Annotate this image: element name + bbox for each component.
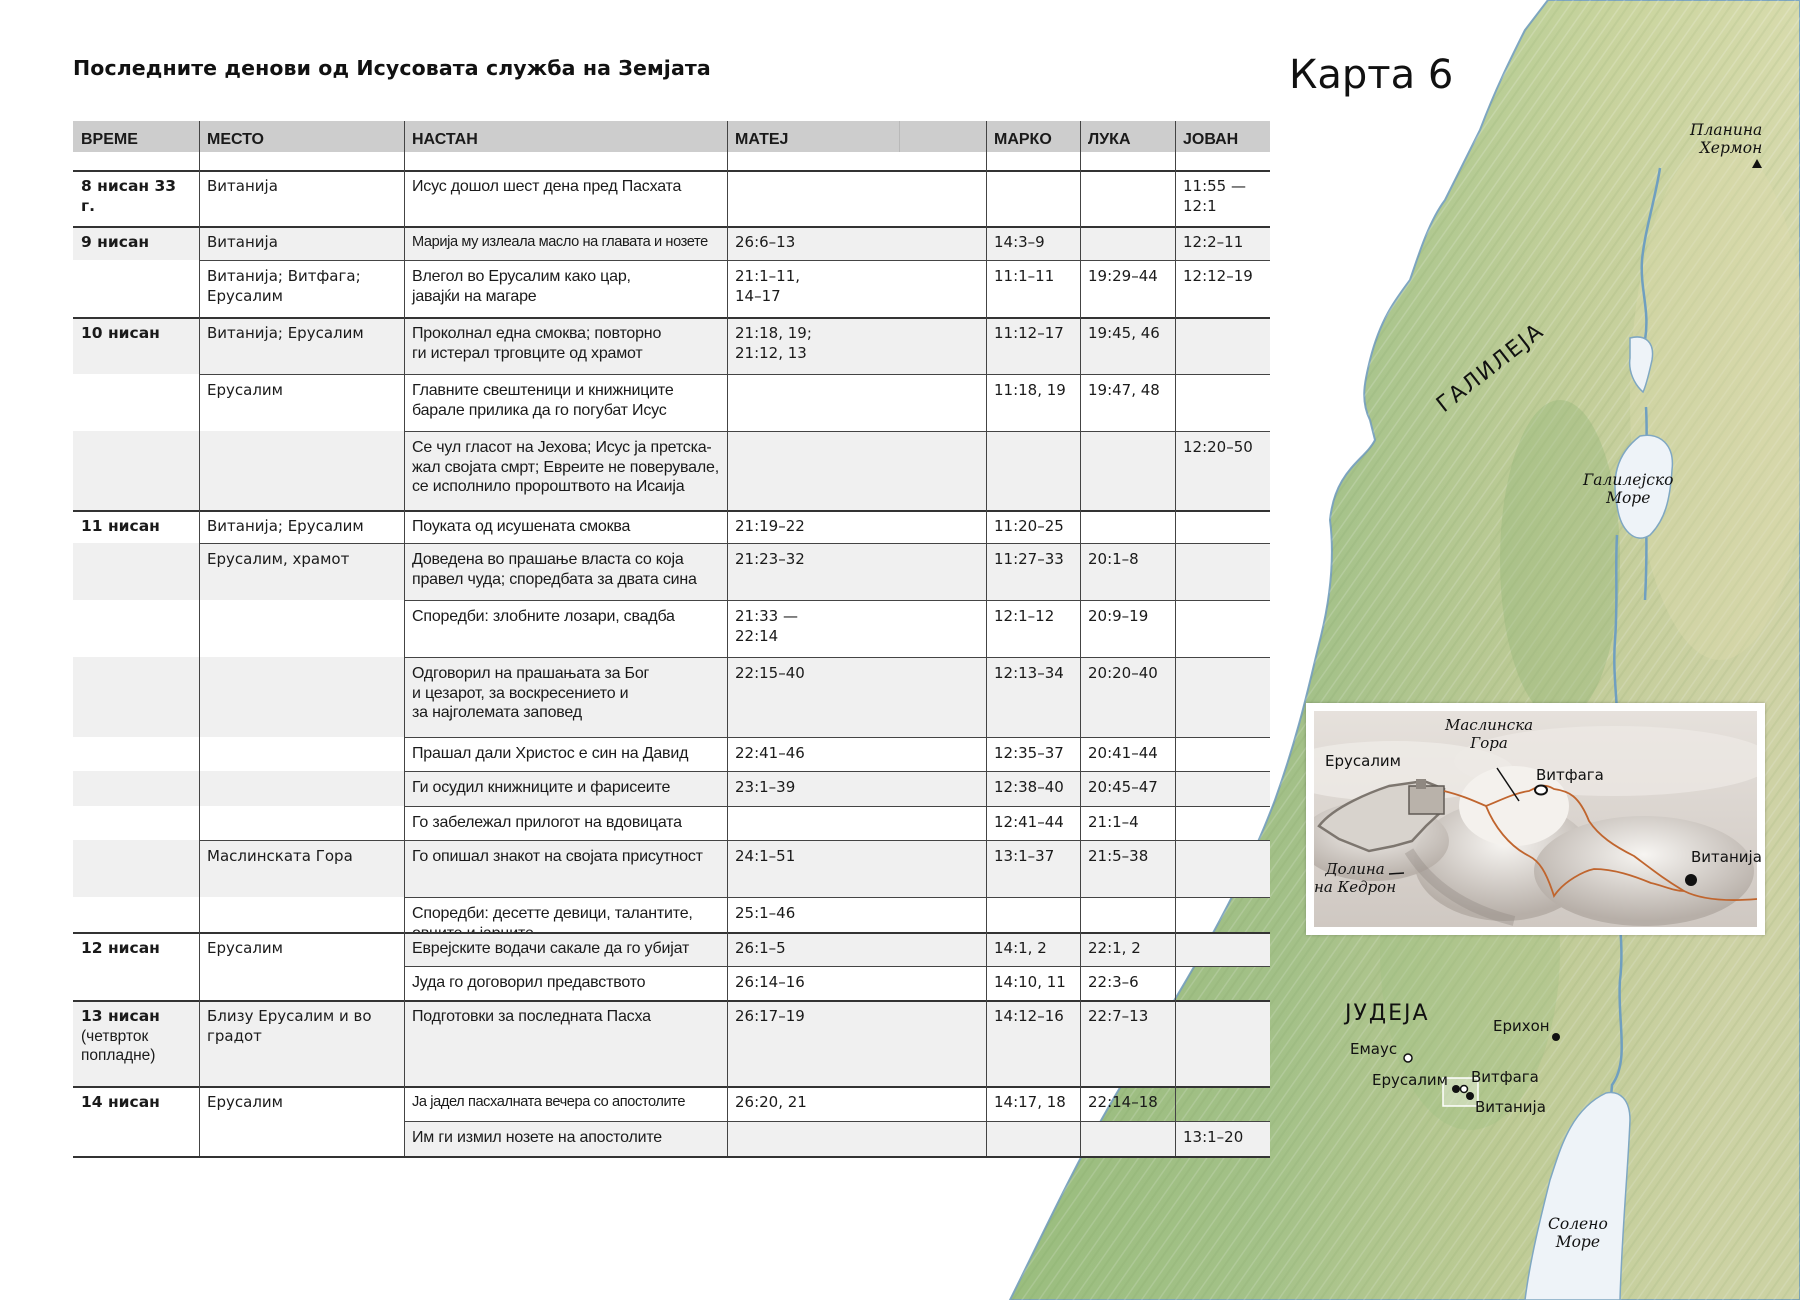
mark-cell: 12:35–37 — [994, 744, 1064, 762]
table-rule — [404, 657, 1270, 658]
place-cell: Ерусалим — [207, 1093, 283, 1111]
event-cell: Прашал дали Христос е син на Давид — [412, 745, 689, 762]
luke-cell: 22:14–18 — [1088, 1093, 1158, 1111]
place-cell — [199, 657, 404, 737]
matthew-cell: 26:1–5 — [735, 939, 786, 957]
bethany-marker — [1466, 1092, 1474, 1100]
time-label: 13 нисан — [81, 1007, 160, 1025]
table-row — [73, 431, 1270, 510]
mark-cell — [986, 431, 1080, 510]
time-cell — [73, 510, 199, 543]
time-label: 8 нисан 33 г. — [81, 177, 177, 215]
table-row — [73, 1121, 1270, 1156]
table-row — [73, 932, 1270, 966]
luke-cell — [1080, 1121, 1175, 1156]
table-row — [73, 966, 1270, 1000]
john-cell — [1175, 374, 1270, 431]
matthew-cell — [727, 806, 986, 840]
time-note: (четврток попладне) — [81, 1027, 156, 1064]
bethphage-marker — [1461, 1086, 1468, 1093]
time-cell — [73, 657, 199, 737]
luke-cell: 19:29–44 — [1088, 267, 1158, 285]
table-rule — [404, 431, 1270, 432]
event-cell: Споредби: злобните лозари, свадба — [412, 608, 675, 625]
event-cell: Го опишал знакот на својата присутност — [404, 840, 727, 897]
place-cell: Витанија; Витфага; Ерусалим — [207, 267, 361, 305]
column-rule — [727, 121, 728, 1156]
john-cell: 12:12–19 — [1183, 267, 1253, 285]
table-row — [73, 771, 1270, 806]
table-rule — [404, 806, 1270, 807]
table-rule — [404, 600, 1270, 601]
time-label: 9 нисан — [81, 233, 150, 251]
luke-cell: 22:3–6 — [1088, 973, 1139, 991]
place-cell: Ерусалим, храмот — [199, 543, 404, 600]
table-row — [73, 600, 1270, 657]
time-cell — [73, 932, 199, 966]
table-rule — [199, 840, 1270, 841]
time-cell — [73, 771, 199, 806]
time-cell — [73, 260, 199, 317]
luke-cell: 19:45, 46 — [1080, 317, 1175, 374]
john-cell — [1175, 543, 1270, 600]
header-john: ЈОВАН — [1183, 131, 1239, 148]
column-rule — [986, 121, 987, 1156]
column-rule — [404, 121, 405, 1156]
table-row — [73, 737, 1270, 771]
time-label: 14 нисан — [81, 1093, 160, 1111]
event-cell: Исус дошол шест дена пред Пасхата — [412, 178, 682, 195]
event-cell: Марија му излеала масло на главата и нозете — [404, 226, 727, 260]
table-rule — [73, 1156, 1270, 1158]
john-cell: 11:55 — 12:1 — [1183, 177, 1246, 215]
table-rule — [73, 1000, 1270, 1002]
label-sea-of-galilee: Галилејско Море — [1583, 471, 1674, 507]
john-cell — [1175, 897, 1270, 932]
mark-cell: 11:18, 19 — [994, 381, 1066, 399]
mark-cell: 14:10, 11 — [994, 973, 1066, 991]
table-rule — [404, 897, 1270, 898]
luke-cell — [1080, 170, 1175, 226]
table-row — [73, 226, 1270, 260]
column-rule — [199, 121, 200, 1156]
column-rule — [1080, 121, 1081, 1156]
john-cell: 12:2–11 — [1175, 226, 1270, 260]
time-cell — [73, 226, 199, 260]
john-cell: 13:1–20 — [1183, 1128, 1244, 1146]
mark-cell: 14:3–9 — [986, 226, 1080, 260]
matthew-cell: 26:17–19 — [727, 1000, 986, 1086]
table-rule — [73, 317, 1270, 319]
mark-cell — [986, 170, 1080, 226]
table-row — [73, 806, 1270, 840]
place-cell — [199, 897, 404, 932]
time-label: 11 нисан — [81, 517, 160, 535]
john-cell — [1175, 1000, 1270, 1086]
table-row — [73, 510, 1270, 543]
luke-cell: 19:47, 48 — [1088, 381, 1160, 399]
john-cell — [1175, 657, 1270, 737]
table-row — [73, 897, 1270, 932]
table-rule — [199, 260, 1270, 261]
place-cell: Ерусалим — [207, 939, 283, 957]
table-rule — [73, 510, 1270, 512]
event-cell: Го забележал прилогот на вдовицата — [412, 814, 682, 831]
mark-cell: 12:13–34 — [986, 657, 1080, 737]
mark-cell: 11:27–33 — [986, 543, 1080, 600]
place-cell: Витанија; Ерусалим — [199, 317, 404, 374]
event-cell: Се чул гласот на Јехова; Исус ја претска- жал својата смрт; Евреите не поверувале, се исполнило пророштвото на Исаија — [404, 431, 727, 510]
luke-cell: 22:7–13 — [1080, 1000, 1175, 1086]
mark-cell: 11:20–25 — [994, 517, 1064, 535]
place-cell: Близу Ерусалим и во градот — [199, 1000, 404, 1086]
map-title: Карта 6 — [1289, 52, 1454, 98]
time-cell — [73, 806, 199, 840]
place-cell — [199, 771, 404, 806]
header-event: НАСТАН — [412, 131, 478, 148]
table-row — [73, 840, 1270, 897]
event-cell: Главните свештеници и книжниците барале прилика да го погубат Исус — [412, 382, 674, 419]
matthew-cell — [727, 1121, 986, 1156]
event-cell: Одговорил на прашањата за Бог и цезарот, за воскресението и за најголемата заповед — [404, 657, 727, 737]
time-cell — [73, 543, 199, 600]
label-emmaus: Емаус — [1350, 1040, 1398, 1058]
inset-label-jerusalem: Ерусалим — [1325, 752, 1401, 770]
label-mount-hermon: Планина Хермон — [1690, 121, 1763, 157]
table-row — [73, 317, 1270, 374]
place-cell: Витанија; Ерусалим — [207, 517, 364, 535]
event-cell: Јуда го договорил предавството — [412, 974, 646, 991]
place-cell — [199, 737, 404, 771]
label-jerusalem: Ерусалим — [1372, 1071, 1448, 1089]
time-cell — [73, 374, 199, 431]
luke-cell: 20:20–40 — [1080, 657, 1175, 737]
time-cell — [73, 600, 199, 657]
john-cell — [1175, 932, 1270, 966]
time-label: 12 нисан — [81, 939, 160, 957]
time-cell — [73, 170, 199, 226]
inset-label-mount-of-olives: Маслинска Гора — [1445, 716, 1534, 752]
table-row — [73, 1086, 1270, 1121]
mark-cell: 14:17, 18 — [994, 1093, 1066, 1111]
luke-cell: 22:1, 2 — [1088, 939, 1141, 957]
table-row — [73, 374, 1270, 431]
emmaus-marker — [1404, 1054, 1412, 1062]
time-cell — [73, 966, 199, 1000]
john-cell — [1175, 737, 1270, 771]
table-rule — [73, 170, 1270, 172]
luke-cell — [1080, 897, 1175, 932]
luke-cell: 20:9–19 — [1088, 607, 1149, 625]
table-row — [73, 657, 1270, 737]
table-row — [73, 1000, 1270, 1086]
luke-cell: 21:5–38 — [1080, 840, 1175, 897]
mark-cell: 12:41–44 — [994, 813, 1064, 831]
luke-cell: 20:1–8 — [1080, 543, 1175, 600]
time-label: 10 нисан — [81, 324, 160, 342]
luke-cell: 20:41–44 — [1088, 744, 1158, 762]
label-salt-sea: Солено Море — [1548, 1215, 1608, 1251]
label-jericho: Ерихон — [1493, 1017, 1550, 1035]
john-cell — [1175, 1086, 1270, 1121]
john-cell — [1175, 966, 1270, 1000]
event-cell: Им ги измил нозете на апостолите — [412, 1129, 662, 1146]
mark-cell: 13:1–37 — [986, 840, 1080, 897]
table-rule — [199, 543, 1270, 544]
matthew-cell: 21:33 — 22:14 — [735, 607, 798, 645]
table-header — [73, 121, 1270, 152]
luke-cell — [1080, 431, 1175, 510]
time-cell — [73, 1086, 199, 1121]
label-galilee: ГАЛИЛЕЈА — [1432, 318, 1550, 418]
event-cell: Еврејските водачи сакале да го убијат — [412, 940, 690, 957]
label-bethphage: Витфага — [1471, 1068, 1539, 1086]
place-cell — [199, 431, 404, 510]
mark-cell: 14:12–16 — [986, 1000, 1080, 1086]
time-cell — [73, 737, 199, 771]
mark-cell: 12:38–40 — [986, 771, 1080, 806]
john-cell — [1175, 840, 1270, 897]
header-divider — [899, 121, 900, 152]
john-cell: 12:20–50 — [1175, 431, 1270, 510]
table-row — [73, 170, 1270, 226]
place-cell — [199, 1121, 404, 1156]
event-cell: Поуката од исушената смоква — [412, 518, 631, 535]
header-luke: ЛУКА — [1088, 131, 1131, 148]
matthew-cell: 22:15–40 — [727, 657, 986, 737]
place-cell: Маслинската Гора — [199, 840, 404, 897]
inset-label-bethphage: Витфага — [1536, 766, 1604, 784]
luke-cell — [1080, 226, 1175, 260]
label-judea: ЈУДЕЈА — [1345, 1001, 1430, 1026]
place-cell — [199, 806, 404, 840]
header-place: МЕСТО — [207, 131, 264, 148]
table-rule — [404, 1121, 1270, 1122]
column-rule — [1175, 121, 1176, 1156]
john-cell — [1175, 600, 1270, 657]
inset-bethany-marker — [1685, 874, 1697, 886]
john-cell — [1175, 510, 1270, 543]
time-cell — [73, 431, 199, 510]
table-rule — [73, 1086, 1270, 1088]
label-bethany: Витанија — [1475, 1098, 1546, 1116]
matthew-cell — [727, 374, 986, 431]
luke-cell — [1080, 510, 1175, 543]
event-cell: Ги осудил книжниците и фарисеите — [404, 771, 727, 806]
table-row — [73, 543, 1270, 600]
place-cell: Витанија — [199, 226, 404, 260]
luke-cell: 21:1–4 — [1088, 813, 1139, 831]
time-cell — [73, 317, 199, 374]
place-cell — [199, 600, 404, 657]
inset-bethphage-marker — [1535, 786, 1547, 795]
matthew-cell: 21:19–22 — [735, 517, 805, 535]
place-cell: Витанија — [207, 177, 278, 195]
luke-cell: 20:45–47 — [1080, 771, 1175, 806]
table-rule — [404, 966, 1270, 967]
place-cell: Ерусалим — [207, 381, 283, 399]
mark-cell — [986, 897, 1080, 932]
matthew-cell: 21:23–32 — [727, 543, 986, 600]
page-title: Последните денови од Исусовата служба на Земјата — [73, 56, 711, 80]
john-cell — [1175, 317, 1270, 374]
mark-cell — [986, 1121, 1080, 1156]
matthew-cell: 26:6–13 — [727, 226, 986, 260]
inset-label-bethany: Витанија — [1691, 848, 1762, 866]
john-cell — [1175, 806, 1270, 840]
header-mark: МАРКО — [994, 131, 1052, 148]
mark-cell: 14:1, 2 — [994, 939, 1047, 957]
place-cell — [199, 966, 404, 1000]
mark-cell: 12:1–12 — [994, 607, 1055, 625]
header-time: ВРЕМЕ — [81, 131, 138, 148]
time-cell — [73, 840, 199, 897]
matthew-cell — [727, 431, 986, 510]
table-rule — [199, 374, 1270, 375]
table-rule — [73, 226, 1270, 228]
table-rule — [73, 932, 1270, 934]
event-cell: Проколнал една смоква; повторно ги истерал трговците од храмот — [404, 317, 727, 374]
matthew-cell — [727, 170, 986, 226]
john-cell — [1175, 771, 1270, 806]
event-cell: Подготовки за последната Пасха — [404, 1000, 727, 1086]
event-cell: Ја јадел пасхалната вечера со апостолите — [412, 1094, 686, 1110]
matthew-cell: 25:1–46 — [735, 904, 796, 922]
matthew-cell: 26:20, 21 — [735, 1093, 807, 1111]
jerusalem-marker — [1452, 1085, 1460, 1093]
table-row — [73, 260, 1270, 317]
matthew-cell: 24:1–51 — [727, 840, 986, 897]
matthew-cell: 26:14–16 — [735, 973, 805, 991]
temple — [1409, 786, 1444, 814]
time-cell — [73, 897, 199, 932]
matthew-cell: 22:41–46 — [735, 744, 805, 762]
table-rule — [404, 737, 1270, 738]
jericho-marker — [1552, 1033, 1560, 1041]
header-matthew: МАТЕЈ — [735, 131, 789, 148]
matthew-cell: 21:1–11, 14–17 — [735, 267, 801, 305]
inset-label-kidron-valley: Долина на Кедрон — [1314, 860, 1397, 896]
event-cell: Доведена во прашање власта со која правел чуда; споредбата за двата сина — [404, 543, 727, 600]
table-rule — [404, 771, 1270, 772]
event-cell: Споредби: десетте девици, талантите, — [412, 905, 693, 922]
mark-cell: 11:1–11 — [994, 267, 1055, 285]
time-cell — [73, 1121, 199, 1156]
matthew-cell: 21:18, 19; 21:12, 13 — [727, 317, 986, 374]
time-cell — [73, 1000, 199, 1086]
event-cell: Влегол во Ерусалим како цар, јавајќи на магаре — [412, 268, 631, 305]
inset-map — [1306, 703, 1765, 935]
matthew-cell: 23:1–39 — [727, 771, 986, 806]
mark-cell: 11:12–17 — [986, 317, 1080, 374]
